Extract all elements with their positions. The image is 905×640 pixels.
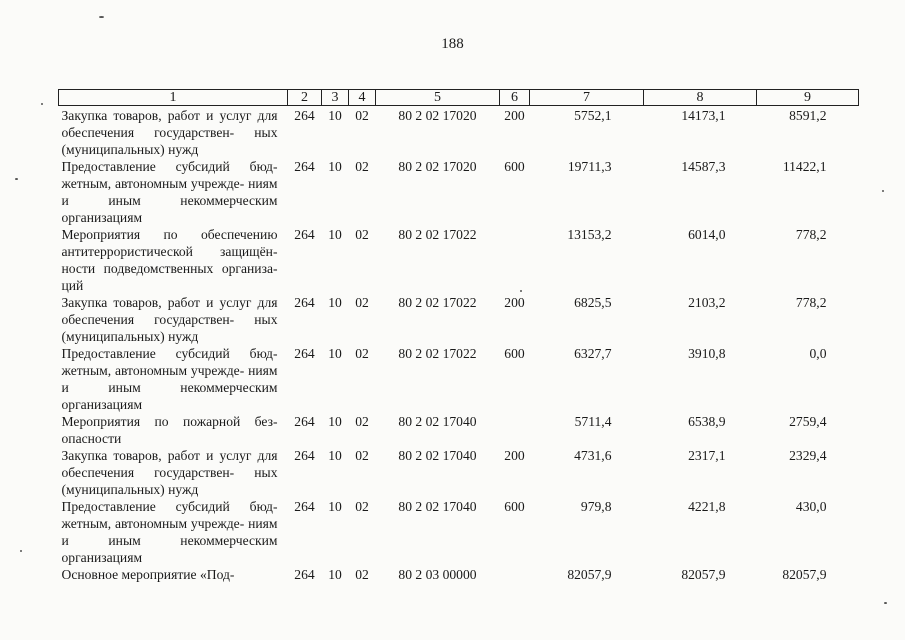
- row-value-7: 6825,5: [574, 295, 612, 310]
- row-code-3: 10: [328, 295, 342, 310]
- column-header-1: 1: [59, 90, 288, 106]
- row-code-3: 10: [328, 414, 342, 429]
- row-value-8: 3910,8: [688, 346, 726, 361]
- scan-speck: [99, 16, 104, 18]
- column-header-4: 4: [349, 90, 376, 106]
- scan-speck: [41, 103, 43, 105]
- row-name: Предоставление субсидий бюд- жетным, автономным учрежде- ниям и иным некоммерческим организациям: [61, 346, 278, 412]
- row-value-7: 979,8: [580, 499, 612, 514]
- row-code-6: 600: [504, 499, 525, 514]
- row-value-7: 5711,4: [574, 414, 612, 429]
- row-code-3: 10: [328, 346, 342, 361]
- table-row: [59, 106, 859, 159]
- row-code-6: 200: [504, 108, 525, 123]
- row-code-3: 10: [328, 159, 342, 174]
- column-header-3: 3: [322, 90, 349, 106]
- column-header-5: 5: [376, 90, 500, 106]
- row-value-8: 14587,3: [681, 159, 726, 174]
- scan-speck: [20, 550, 22, 552]
- row-code-5: 80 2 02 17022: [398, 295, 477, 310]
- row-code-4: 02: [355, 159, 369, 174]
- row-name: Основное мероприятие «Под-: [61, 567, 235, 582]
- table-header: [59, 90, 859, 106]
- row-code-2: 264: [294, 499, 315, 514]
- column-header-6: 6: [500, 90, 530, 106]
- row-value-9: 82057,9: [782, 567, 827, 582]
- table-row: [59, 158, 859, 226]
- row-code-2: 264: [294, 567, 315, 582]
- row-value-8: 2317,1: [688, 448, 726, 463]
- row-value-7: 6327,7: [574, 346, 612, 361]
- row-value-9: 8591,2: [789, 108, 827, 123]
- row-value-8: 14173,1: [681, 108, 726, 123]
- scan-speck: [882, 190, 884, 192]
- row-code-6: [500, 566, 530, 583]
- header-row: [59, 90, 859, 106]
- row-code-2: 264: [294, 346, 315, 361]
- row-code-3: 10: [328, 108, 342, 123]
- row-value-8: 82057,9: [681, 567, 726, 582]
- row-value-9: 0,0: [809, 346, 827, 361]
- row-code-5: 80 2 03 00000: [398, 567, 477, 582]
- column-header-2: 2: [288, 90, 322, 106]
- table-row: [59, 498, 859, 566]
- budget-table: [58, 89, 859, 583]
- row-code-2: 264: [294, 159, 315, 174]
- row-code-5: 80 2 02 17040: [398, 448, 477, 463]
- row-code-5: 80 2 02 17040: [398, 414, 477, 429]
- row-code-3: 10: [328, 227, 342, 242]
- row-value-7: 4731,6: [574, 448, 612, 463]
- row-code-5: 80 2 02 17022: [398, 227, 477, 242]
- row-value-8: 6014,0: [688, 227, 726, 242]
- row-code-3: 10: [328, 448, 342, 463]
- scan-speck: [15, 178, 18, 180]
- row-name: Предоставление субсидий бюд- жетным, автономным учрежде- ниям и иным некоммерческим организациям: [61, 499, 278, 565]
- row-name: Закупка товаров, работ и услуг для обеспечения государствен- ных (муниципальных) нужд: [61, 448, 278, 497]
- row-code-6: 600: [504, 159, 525, 174]
- row-code-3: 10: [328, 567, 342, 582]
- row-name: Закупка товаров, работ и услуг для обеспечения государствен- ных (муниципальных) нужд: [61, 295, 278, 344]
- row-value-8: 6538,9: [688, 414, 726, 429]
- row-code-4: 02: [355, 448, 369, 463]
- row-name: Мероприятия по обеспечению антитеррористической защищён- ности подведомственных организа- ций: [61, 227, 278, 293]
- column-header-7: 7: [530, 90, 644, 106]
- column-header-8: 8: [644, 90, 757, 106]
- table-row: [59, 294, 859, 345]
- table-row: [59, 345, 859, 413]
- row-code-5: 80 2 02 17020: [398, 108, 477, 123]
- row-code-4: 02: [355, 295, 369, 310]
- row-code-4: 02: [355, 227, 369, 242]
- row-code-6: 600: [504, 346, 525, 361]
- row-value-7: 13153,2: [567, 227, 612, 242]
- table-row: [59, 447, 859, 498]
- table-body: [59, 106, 859, 584]
- row-value-9: 11422,1: [782, 159, 827, 174]
- table-row: [59, 566, 859, 583]
- row-code-4: 02: [355, 567, 369, 582]
- row-code-4: 02: [355, 346, 369, 361]
- row-code-5: 80 2 02 17020: [398, 159, 477, 174]
- row-code-2: 264: [294, 227, 315, 242]
- scan-speck: [884, 602, 887, 604]
- row-value-7: 82057,9: [567, 567, 612, 582]
- row-code-2: 264: [294, 295, 315, 310]
- row-code-2: 264: [294, 448, 315, 463]
- row-code-6: 200: [504, 295, 525, 310]
- page-number: 188: [441, 36, 464, 52]
- row-code-3: 10: [328, 499, 342, 514]
- table-row: [59, 226, 859, 294]
- row-code-2: 264: [294, 414, 315, 429]
- column-header-9: 9: [757, 90, 859, 106]
- row-name: Предоставление субсидий бюд- жетным, автономным учрежде- ниям и иным некоммерческим организациям: [61, 159, 278, 225]
- row-code-4: 02: [355, 414, 369, 429]
- row-name: Закупка товаров, работ и услуг для обеспечения государствен- ных (муниципальных) нужд: [61, 108, 278, 157]
- row-value-9: 430,0: [795, 499, 827, 514]
- row-value-9: 778,2: [795, 227, 827, 242]
- row-value-9: 2329,4: [789, 448, 827, 463]
- row-value-9: 2759,4: [789, 414, 827, 429]
- row-code-6: [500, 226, 530, 294]
- scan-speck: [520, 290, 522, 292]
- row-code-4: 02: [355, 108, 369, 123]
- row-name: Мероприятия по пожарной без- опасности: [61, 414, 278, 446]
- row-code-5: 80 2 02 17040: [398, 499, 477, 514]
- table-row: [59, 413, 859, 447]
- row-code-5: 80 2 02 17022: [398, 346, 477, 361]
- row-value-7: 19711,3: [567, 159, 612, 174]
- row-value-7: 5752,1: [574, 108, 612, 123]
- row-code-4: 02: [355, 499, 369, 514]
- row-value-9: 778,2: [795, 295, 827, 310]
- row-value-8: 2103,2: [688, 295, 726, 310]
- row-code-6: 200: [504, 448, 525, 463]
- row-code-2: 264: [294, 108, 315, 123]
- row-code-6: [500, 413, 530, 447]
- row-value-8: 4221,8: [688, 499, 726, 514]
